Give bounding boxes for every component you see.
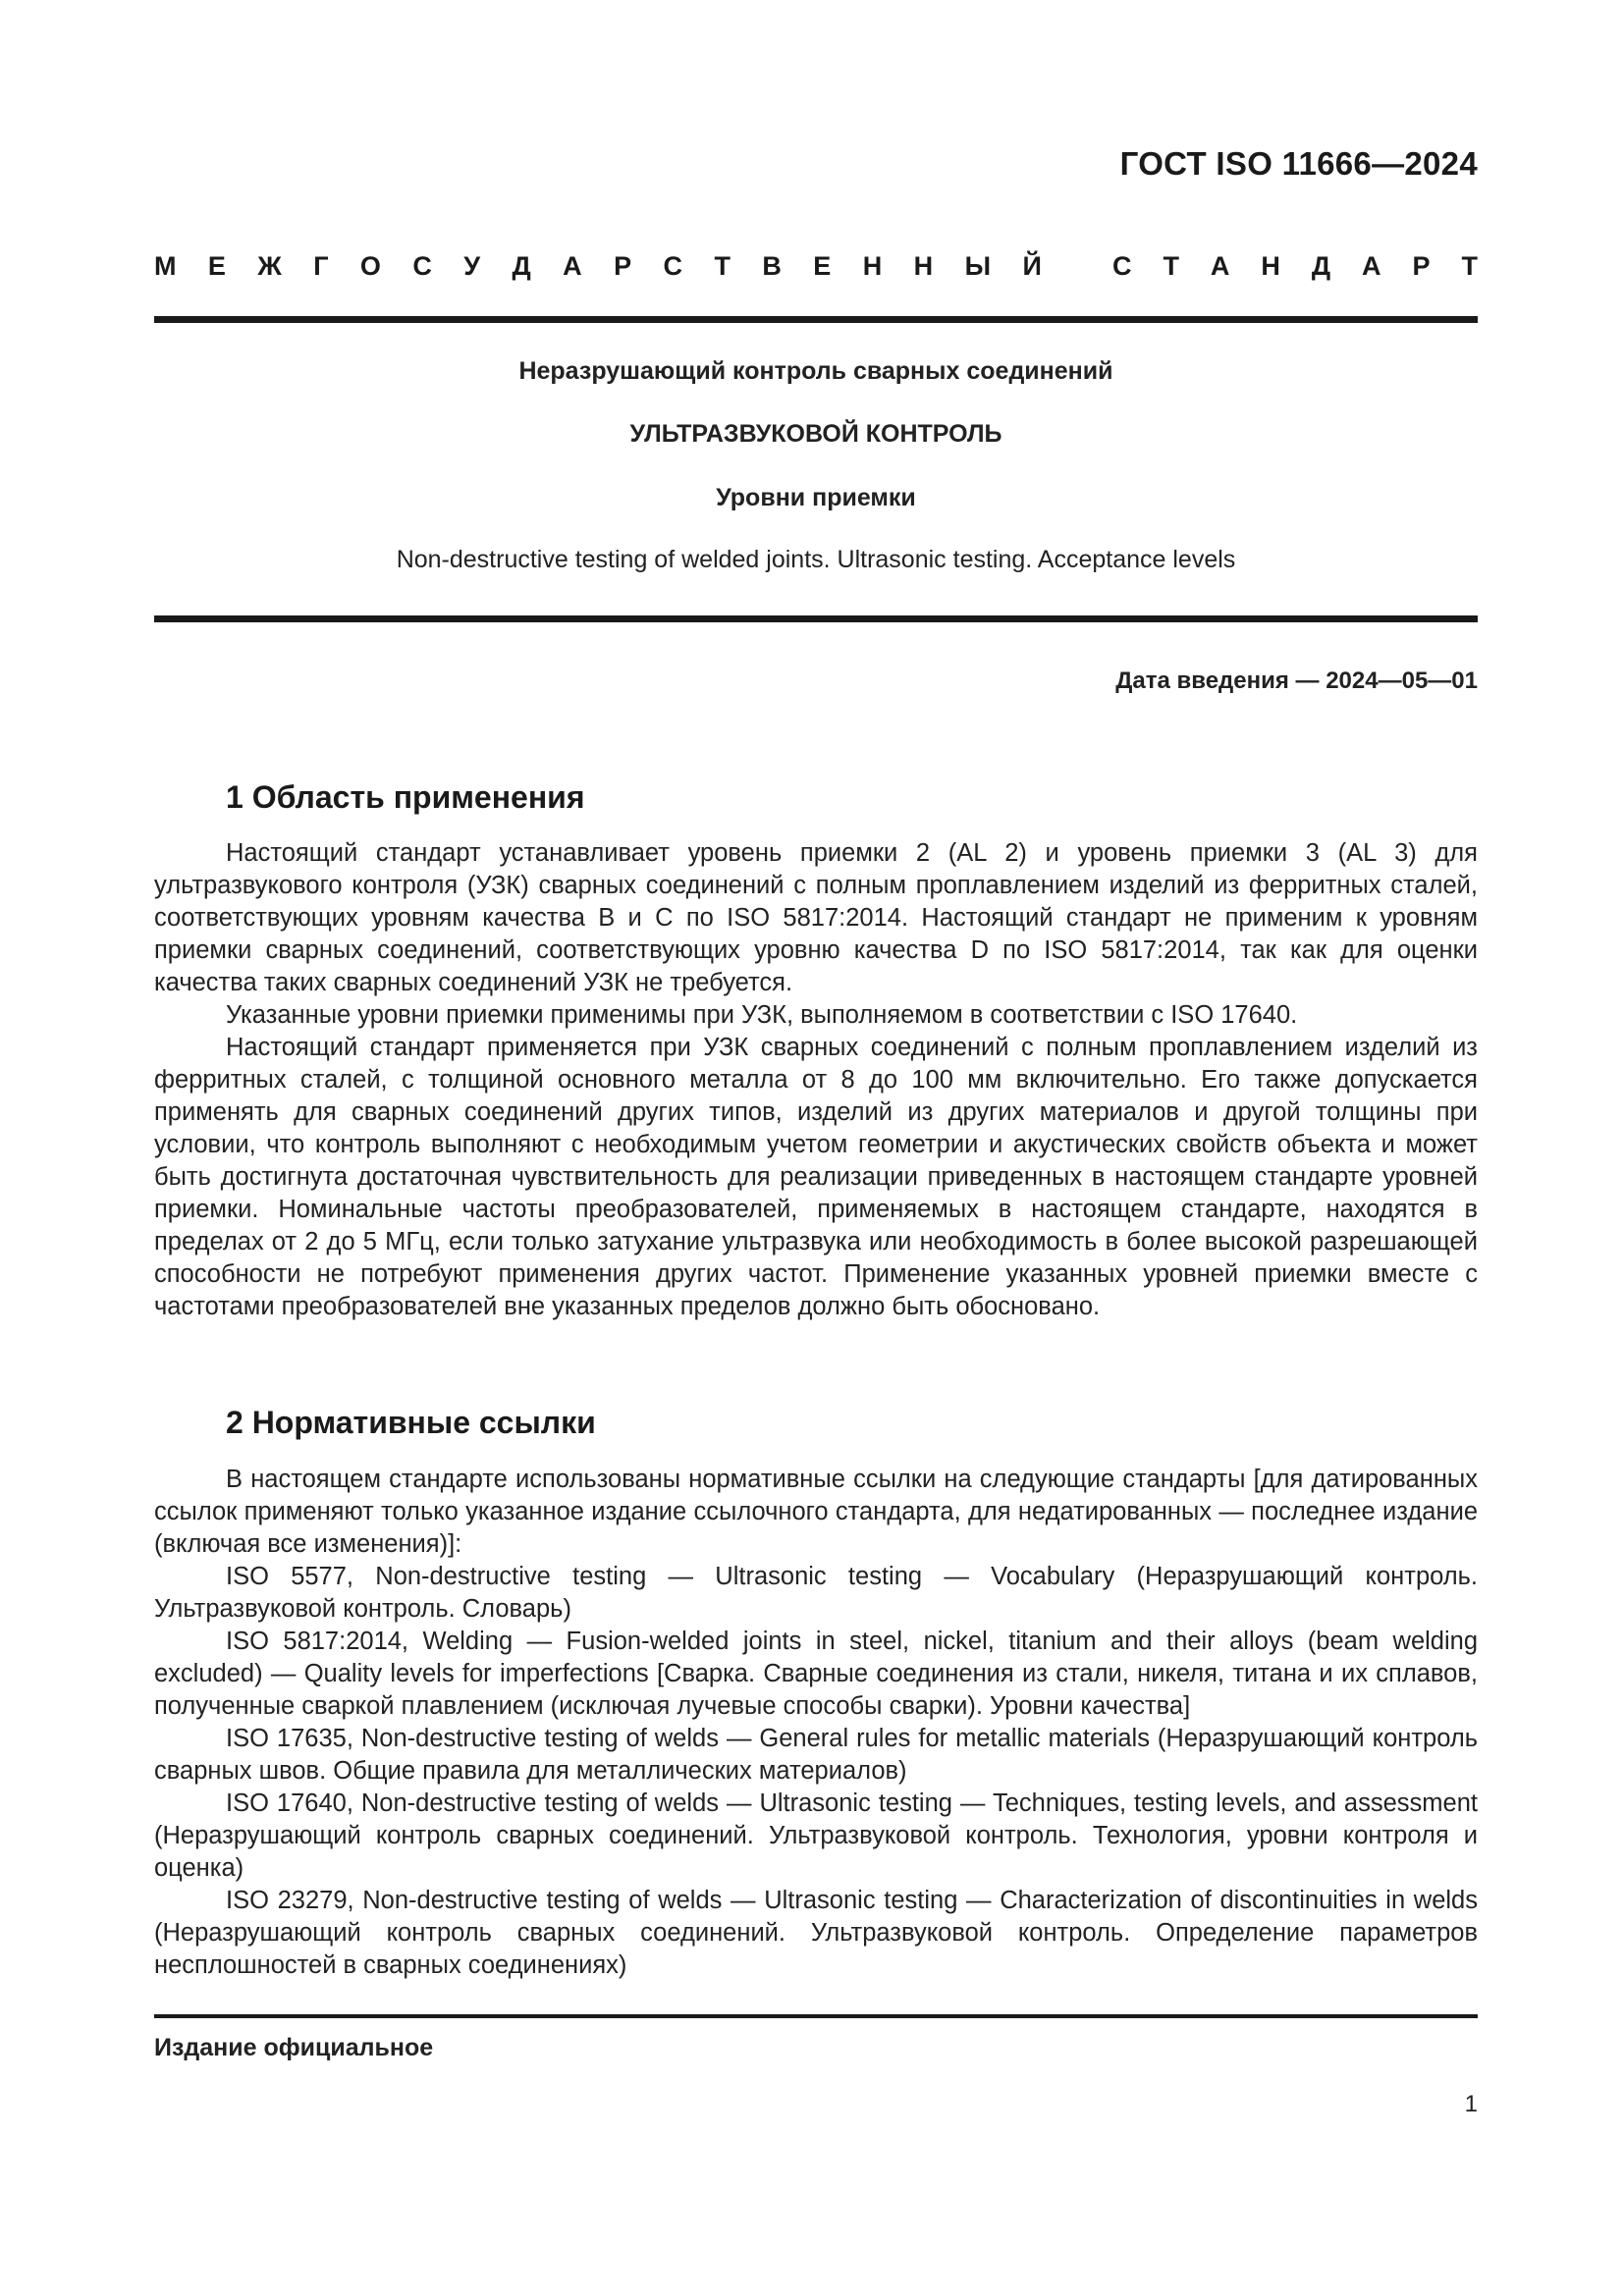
section-heading-scope: 1 Область применения [226, 779, 585, 815]
letter: У [463, 251, 481, 281]
paragraph: В настоящем стандарте использованы нормативные ссылки на следующие стандарты [для датированных ссылок применяют только указанное издание ссылочного стандарта, для недатированных — последнее издание (включая все изменения)]: [154, 1466, 1478, 1558]
letter: С [1112, 251, 1132, 281]
letter: Е [813, 251, 832, 281]
introduction-date: Дата введения — 2024—05—01 [1115, 667, 1478, 694]
reference-item: ISO 5817:2014, Welding — Fusion-welded joints in steel, nickel, titanium and their alloys (beam welding excluded) — Quality levels for imperfections [Сварка. Сварные соединения из стали, никеля, титана и их сплавов, полученные сваркой плавлением (исключая лучевые способы сварки). Уровни качества] [154, 1628, 1478, 1720]
standard-type-word-standard [1112, 251, 1478, 282]
page-number: 1 [1464, 2091, 1478, 2117]
letter: Т [714, 251, 731, 281]
document-page [154, 0, 1478, 2296]
title-general: Неразрушающий контроль сварных соединений [518, 357, 1113, 385]
letter: Н [913, 251, 934, 281]
letter: Д [1311, 251, 1331, 281]
section-body-scope [154, 837, 1478, 1323]
standard-number: ГОСТ ISO 11666—2024 [1119, 145, 1478, 182]
letter: Н [1261, 251, 1280, 281]
letter: А [1362, 251, 1381, 281]
paragraph: Настоящий стандарт применяется при УЗК сварных соединений с полным проплавлением изделий из ферритных сталей, с толщиной основного металла от 8 до 100 мм включительно. Его также допускается применять для сварных соединений других типов, изделий из других материалов и другой толщины при условии, что контроль выполняют с необходимым учетом геометрии и акустических свойств объекта и может быть достигнута достаточная чувствительность для реализации приведенных в настоящем стандарте уровней приемки. Номинальные частоты преобразователей, применяемых в настоящем стандарте, находятся в пределах от 2 до 5 МГц, если только затухание ультразвука или необходимость в более высокой разрешающей способности не потребуют применения других частот. Применение указанных уровней приемки вместе с частотами преобразователей вне указанных пределов должно быть обосновано. [154, 1034, 1478, 1320]
footer-rule [154, 2014, 1478, 2018]
reference-item: ISO 5577, Non-destructive testing — Ultrasonic testing — Vocabulary (Неразрушающий контроль. Ультразвуковой контроль. Словарь) [154, 1563, 1478, 1623]
title-rule [154, 615, 1478, 622]
letter: В [762, 251, 782, 281]
header-rule [154, 316, 1478, 323]
title-english: Non-destructive testing of welded joints. Ultrasonic testing. Acceptance levels [396, 546, 1236, 573]
letter: Ы [964, 251, 992, 281]
letter: Г [313, 251, 329, 281]
section-body-normative-references [154, 1464, 1478, 1982]
letter: Ж [257, 251, 282, 281]
letter: А [1210, 251, 1230, 281]
reference-item: ISO 23279, Non-destructive testing of welds — Ultrasonic testing — Characterization of discontinuities in welds (Неразрушающий контроль сварных соединений. Ультразвуковой контроль. Определение параметров несплошностей в сварных соединениях) [154, 1887, 1478, 1979]
letter: Р [1412, 251, 1431, 281]
letter: С [663, 251, 683, 281]
title-main: УЛЬТРАЗВУКОВОЙ КОНТРОЛЬ [629, 420, 1002, 448]
letter: А [563, 251, 582, 281]
section-heading-normative-references: 2 Нормативные ссылки [226, 1405, 596, 1440]
letter: С [412, 251, 432, 281]
letter: Т [1461, 251, 1478, 281]
letter: М [154, 251, 177, 281]
letter: Д [512, 251, 531, 281]
paragraph: Указанные уровни приемки применимы при УЗК, выполняемом в соответствии с ISO 17640. [226, 1001, 1298, 1029]
letter: Н [862, 251, 883, 281]
letter: Е [207, 251, 226, 281]
title-sub: Уровни приемки [716, 484, 916, 511]
reference-item: ISO 17640, Non-destructive testing of welds — Ultrasonic testing — Techniques, testing levels, and assessment (Неразрушающий контроль сварных соединений. Ультразвуковой контроль. Технология, уровни контроля и оценка) [154, 1789, 1478, 1882]
paragraph: Настоящий стандарт устанавливает уровень приемки 2 (AL 2) и уровень приемки 3 (AL 3) для ультразвукового контроля (УЗК) сварных соединений с полным проплавлением изделий из ферритных сталей, соответствующих уровням качества B и C по ISO 5817:2014. Настоящий стандарт не применим к уровням приемки сварных соединений, соответствующих уровню качества D по ISO 5817:2014, так как для оценки качества таких сварных соединений УЗК не требуется. [154, 839, 1478, 996]
letter: Р [614, 251, 632, 281]
letter: Й [1022, 251, 1042, 281]
standard-type-word-interstate [154, 251, 1042, 282]
letter: Т [1163, 251, 1179, 281]
letter: О [359, 251, 381, 281]
official-edition-label: Издание официальное [154, 2034, 434, 2061]
standard-type-line [154, 251, 1478, 282]
reference-item: ISO 17635, Non-destructive testing of welds — General rules for metallic materials (Неразрушающий контроль сварных швов. Общие правила для металлических материалов) [154, 1725, 1478, 1785]
